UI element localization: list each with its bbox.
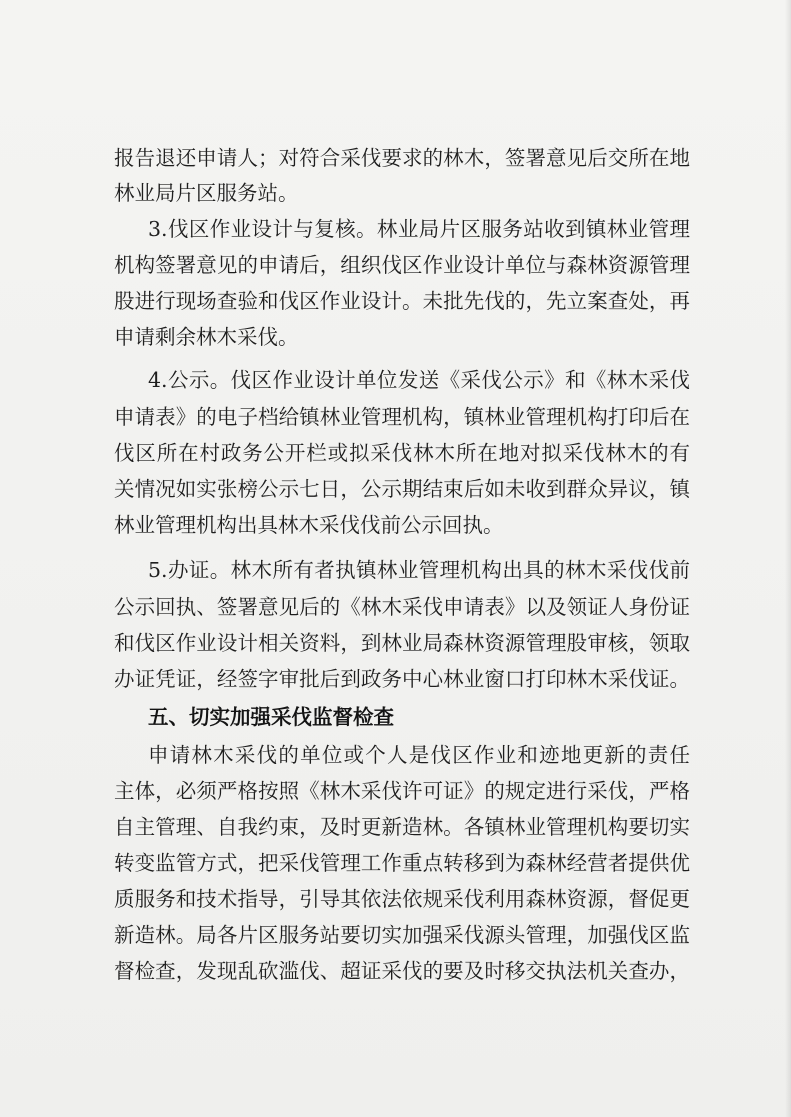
section-heading: 五、切实加强采伐监督检查 [148, 705, 394, 729]
paragraph-line: 林业管理机构出具林木采伐伐前公示回执。 [114, 513, 504, 537]
paragraph-line: 报告退还申请人；对符合采伐要求的林木，签署意见后交所在地 [114, 146, 690, 170]
paragraph-line: 关情况如实张榜公示七日，公示期结束后如未收到群众异议，镇 [114, 477, 690, 501]
paragraph-line: 主体，必须严格按照《林木采伐许可证》的规定进行采伐，严格 [114, 779, 690, 803]
paragraph-line: 3.伐区作业设计与复核。林业局片区服务站收到镇林业管理 [148, 217, 690, 241]
paragraph-line: 办证凭证，经签字审批后到政务中心林业窗口打印林木采伐证。 [114, 667, 690, 691]
paragraph-line: 自主管理、自我约束，及时更新造林。各镇林业管理机构要切实 [114, 815, 690, 839]
paragraph-line: 股进行现场查验和伐区作业设计。未批先伐的，先立案查处，再 [114, 289, 690, 313]
paragraph-line: 申请林木采伐的单位或个人是伐区作业和迹地更新的责任 [148, 743, 690, 767]
paragraph-line: 5.办证。林木所有者执镇林业管理机构出具的林木采伐伐前 [148, 558, 690, 582]
paragraph-line: 申请剩余林木采伐。 [114, 325, 299, 349]
paragraph-line: 4.公示。伐区作业设计单位发送《采伐公示》和《林木采伐 [148, 368, 690, 392]
paragraph-line: 督检查，发现乱砍滥伐、超证采伐的要及时移交执法机关查办， [114, 959, 690, 983]
paragraph-line: 伐区所在村政务公开栏或拟采伐林木所在地对拟采伐林木的有 [114, 441, 690, 465]
paragraph-line: 申请表》的电子档给镇林业管理机构，镇林业管理机构打印后在 [114, 405, 690, 429]
paragraph-line: 新造林。局各片区服务站要切实加强采伐源头管理，加强伐区监 [114, 923, 690, 947]
paragraph-line: 转变监管方式，把采伐管理工作重点转移到为森林经营者提供优 [114, 851, 690, 875]
scan-edge-shadow [785, 0, 791, 1117]
paragraph-line: 公示回执、签署意见后的《林木采伐申请表》以及领证人身份证 [114, 595, 690, 619]
paragraph-line: 林业局片区服务站。 [114, 181, 299, 205]
paragraph-line: 质服务和技术指导，引导其依法依规采伐利用森林资源，督促更 [114, 887, 690, 911]
paragraph-line: 和伐区作业设计相关资料，到林业局森林资源管理股审核，领取 [114, 631, 690, 655]
paragraph-line: 机构签署意见的申请后，组织伐区作业设计单位与森林资源管理 [114, 253, 690, 277]
